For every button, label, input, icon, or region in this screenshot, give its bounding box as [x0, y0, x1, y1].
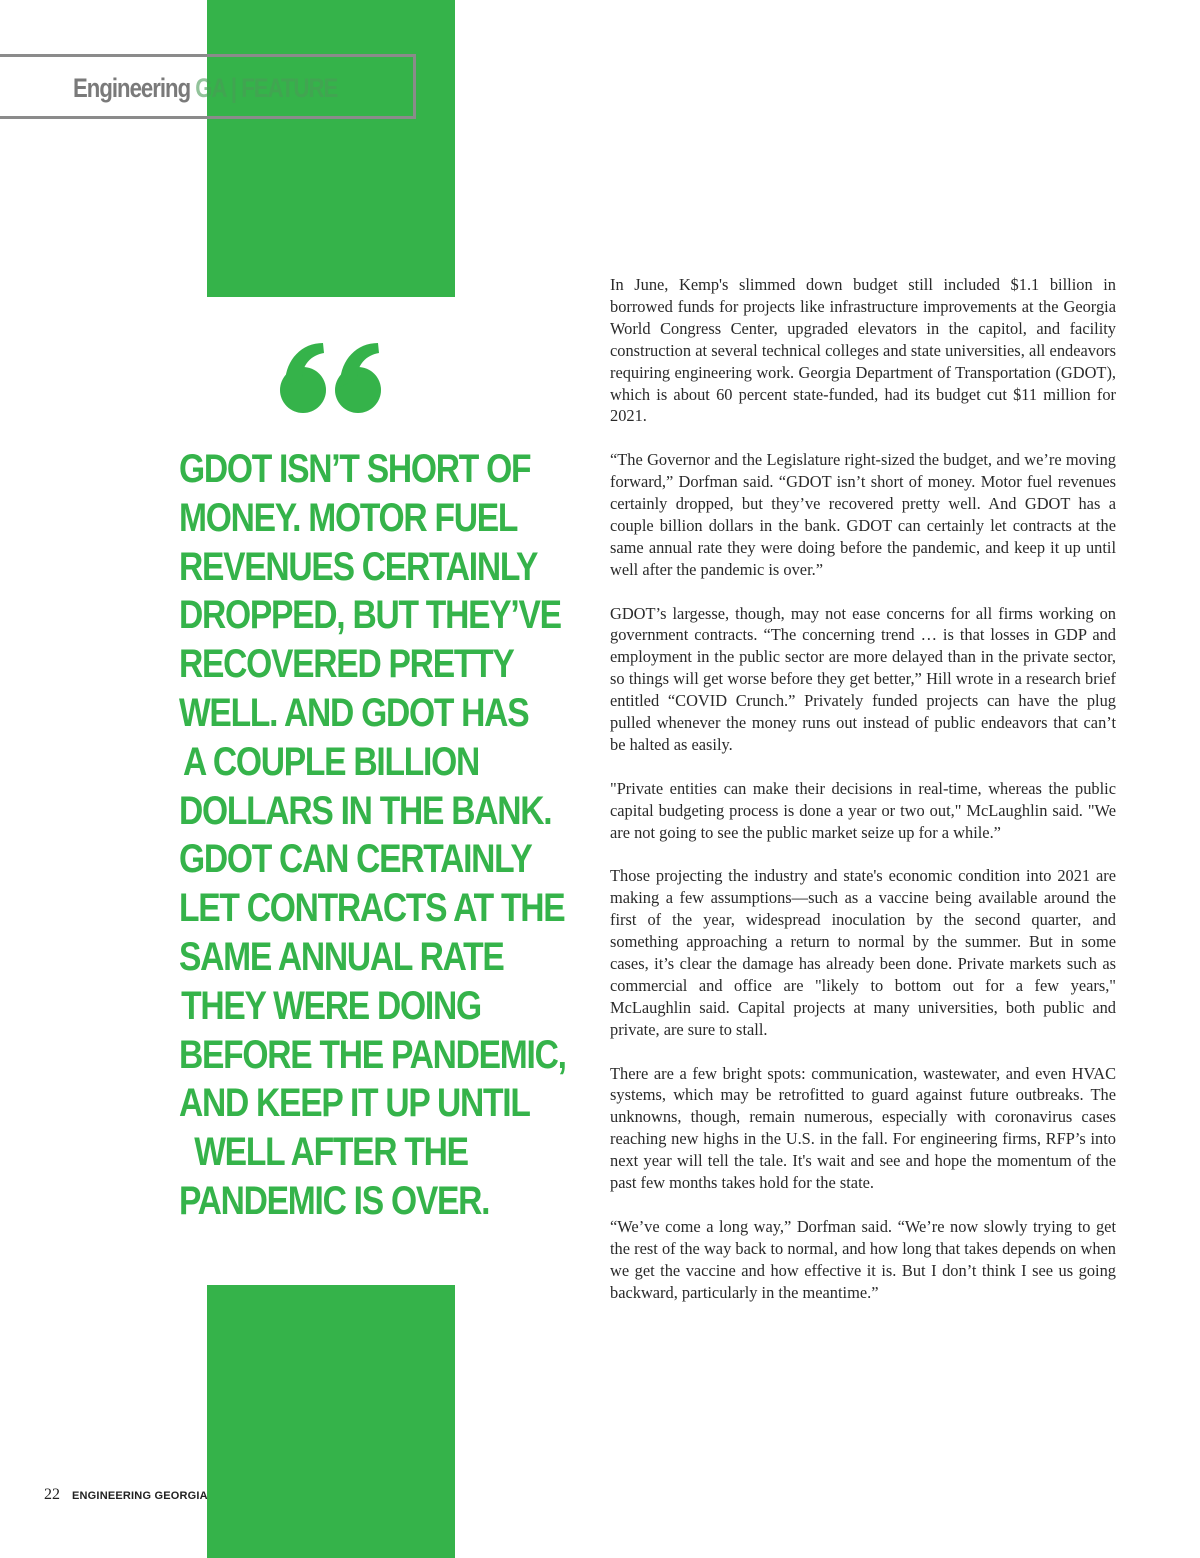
pull-quote-line: DOLLARS IN THE BANK.: [178, 788, 552, 833]
article-paragraph: In June, Kemp's slimmed down budget still included $1.1 billion in borrowed funds for projects like infrastructure improvements at the Georgia World Congress Center, upgraded elevators in the capitol, and facility construction at several technical colleges and state universities, all endeavors requiring engineering work. Georgia Department of Transportation (GDOT), which is about 60 percent state-funded, had its budget cut $11 million for 2021.: [610, 275, 1116, 426]
pull-quote-line: BEFORE THE PANDEMIC,: [178, 1032, 566, 1077]
pull-quote-line: THEY WERE DOING: [181, 983, 481, 1028]
pull-quote-line: RECOVERED PRETTY: [178, 642, 514, 687]
article-paragraph: "Private entities can make their decisions in real-time, whereas the public capital budgeting process is done a year or two out," McLaughlin said. "We are not going to see the public market seize up for a while.”: [610, 778, 1116, 842]
article-paragraph: Those projecting the industry and state's economic condition into 2021 are making a few assumptions—such as a vaccine being available around the first of the year, widespread inoculation by the second quarter, and something approaching a return to normal by the summer. But in some cases, it’s clear the damage has already been done. Private markets such as commercial and office are "likely to bottom out for a few years," McLaughlin said. Capital projects at many universities, both public and private, are sure to stall.: [610, 866, 1116, 1039]
section-label: GA | FEATURE: [195, 73, 338, 103]
article-paragraph: “We’ve come a long way,” Dorfman said. “We’re now slowly trying to get the rest of the way back to normal, and how long that takes depends on when we get the vaccine and how effective it is. But I don’t think I see us going backward, particularly in the meantime.”: [610, 1216, 1116, 1302]
magazine-label: Engineering: [73, 73, 191, 103]
green-bar-bottom: [207, 1285, 455, 1558]
article-paragraph: GDOT’s largesse, though, may not ease concerns for all firms working on government contracts. “The concerning trend … is that losses in GDP and employment in the public sector are more delayed than in the private sector, so things will get worse before they get better,” Hill wrote in a research brief entitled “COVID Crunch.” Privately funded projects can have the plug pulled whenever the money runs out instead of public endeavors that can’t be halted as easily.: [610, 603, 1116, 754]
green-bar-top: [207, 0, 455, 297]
pull-quote-line: SAME ANNUAL RATE: [178, 934, 504, 979]
page-footer: [44, 1486, 208, 1504]
pull-quote-line: GDOT CAN CERTAINLY: [178, 837, 532, 882]
article-body: [610, 274, 1116, 1325]
pull-quote-line: DROPPED, BUT THEY’VE: [178, 593, 561, 638]
pull-quote-line: MONEY. MOTOR FUEL: [178, 495, 518, 540]
article-paragraph: There are a few bright spots: communication, wastewater, and even HVAC systems, which may be retrofitted to guard against future outbreaks. The unknowns, though, remain numerous, especially with coronavirus cases reaching new highs in the U.S. in the fall. For engineering firms, RFP’s into next year will tell the tale. It's wait and see and hope the momentum of the past few months takes hold for the state.: [610, 1063, 1116, 1193]
publication-name: ENGINEERING GEORGIA: [72, 1490, 208, 1502]
page-number: 22: [44, 1486, 60, 1503]
pull-quote: [150, 445, 566, 1226]
pull-quote-line: REVENUES CERTAINLY: [178, 544, 538, 589]
quote-open-icon: [276, 330, 386, 415]
section-header: [73, 68, 337, 108]
pull-quote-line: LET CONTRACTS AT THE: [178, 886, 565, 931]
pull-quote-line: WELL AFTER THE: [194, 1130, 468, 1175]
pull-quote-line: GDOT ISN’T SHORT OF: [178, 447, 531, 491]
pull-quote-line: PANDEMIC IS OVER.: [178, 1178, 490, 1223]
pull-quote-line: WELL. AND GDOT HAS: [178, 690, 529, 735]
pull-quote-line: AND KEEP IT UP UNTIL: [178, 1081, 530, 1126]
article-paragraph: “The Governor and the Legislature right-sized the budget, and we’re moving forward,” Dorfman said. “GDOT isn’t short of money. Motor fuel revenues certainly dropped, but they’ve recovered pretty well. And GDOT has a couple billion dollars in the bank. GDOT can certainly let contracts at the same annual rate they were doing before the pandemic, and keep it up until well after the pandemic is over.”: [610, 450, 1116, 579]
pull-quote-line: A COUPLE BILLION: [183, 739, 479, 784]
